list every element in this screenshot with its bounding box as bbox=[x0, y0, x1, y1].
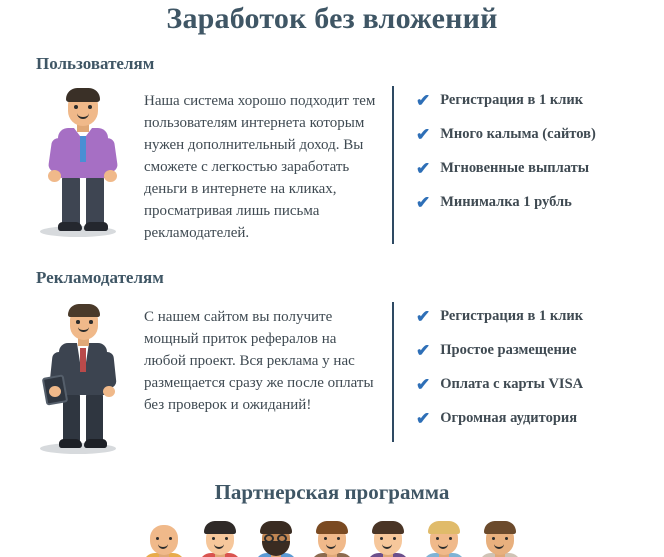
feature-label: Много калыма (сайтов) bbox=[440, 126, 596, 142]
feature-item bbox=[416, 410, 644, 427]
section-users bbox=[0, 86, 664, 244]
advertisers-description-text: С нашем сайтом вы получите мощный приток рефералов на любой проект. Вся реклама у нас размещается сразу же после оплаты без проверок и ожиданий! bbox=[144, 302, 394, 442]
avatar-glasses-man bbox=[253, 521, 299, 557]
avatar-eye-left bbox=[380, 537, 383, 540]
feature-label: Регистрация в 1 клик bbox=[440, 92, 584, 108]
users-description-text: Наша система хорошо подходит тем пользователям интернета которым нужен дополнительный доход. Вы сможете с легкостью заработать деньги в интернете на кликах, просматривая лишь письма рекламодателей. bbox=[144, 86, 394, 244]
avatar-eye-right bbox=[449, 537, 452, 540]
section-advertisers bbox=[0, 302, 664, 452]
avatar-eye-left bbox=[436, 537, 439, 540]
section-title-advertisers: Рекламодателям bbox=[36, 268, 164, 287]
avatar-eye-right bbox=[505, 537, 508, 540]
feature-item bbox=[416, 126, 644, 143]
character-leg-right bbox=[86, 393, 103, 443]
glasses-icon bbox=[264, 534, 274, 543]
character-eye-left bbox=[74, 105, 78, 109]
avatar-brown-hair-man bbox=[309, 521, 355, 557]
feature-item bbox=[416, 308, 644, 325]
feature-label: Регистрация в 1 клик bbox=[440, 308, 584, 324]
character-leg-right bbox=[86, 176, 104, 226]
character-tie bbox=[80, 348, 86, 372]
avatar-long-hair-woman bbox=[365, 521, 411, 557]
character-shoe-right bbox=[84, 439, 107, 448]
character-shoe-left bbox=[58, 222, 82, 231]
advertisers-feature-list bbox=[394, 302, 644, 444]
check-icon: ✔ bbox=[416, 159, 431, 178]
character-shoe-left bbox=[59, 439, 82, 448]
avatar-hair bbox=[260, 521, 292, 534]
character-hand-right bbox=[104, 170, 117, 182]
avatar-striped-shirt-man bbox=[477, 521, 523, 557]
character-hand-left bbox=[49, 386, 61, 397]
feature-label: Мгновенные выплаты bbox=[440, 160, 590, 176]
character-hair bbox=[68, 304, 100, 317]
character-leg-left bbox=[62, 176, 80, 226]
feature-label: Простое размещение bbox=[440, 342, 577, 358]
feature-item bbox=[416, 194, 644, 211]
feature-label: Огромная аудитория bbox=[440, 410, 578, 426]
check-icon: ✔ bbox=[416, 125, 431, 144]
avatar-eye-right bbox=[393, 537, 396, 540]
character-eye-right bbox=[89, 320, 93, 324]
character-hand-left bbox=[48, 170, 61, 182]
avatar-dark-hair-woman bbox=[197, 521, 243, 557]
avatar-blond-man bbox=[421, 521, 467, 557]
partner-program-title: Партнерская программа bbox=[214, 480, 450, 504]
avatar-hair bbox=[428, 521, 460, 534]
character-eye-left bbox=[76, 320, 80, 324]
character-tie bbox=[80, 136, 86, 162]
glasses-icon bbox=[277, 534, 287, 543]
check-icon: ✔ bbox=[416, 307, 431, 326]
check-icon: ✔ bbox=[416, 409, 431, 428]
avatar-eye-left bbox=[324, 537, 327, 540]
character-shoe-right bbox=[84, 222, 108, 231]
section-title-users: Пользователям bbox=[36, 54, 155, 73]
page-title: Заработок без вложений bbox=[166, 2, 498, 35]
feature-label: Минималка 1 рубль bbox=[440, 194, 572, 210]
user-character-illustration bbox=[24, 86, 144, 236]
avatar-eye-left bbox=[212, 537, 215, 540]
avatar-eye-left bbox=[156, 537, 159, 540]
character-eye-right bbox=[88, 105, 92, 109]
check-icon: ✔ bbox=[416, 341, 431, 360]
users-feature-list bbox=[394, 86, 644, 228]
character-hair bbox=[66, 88, 100, 102]
check-icon: ✔ bbox=[416, 193, 431, 212]
avatar-eye-right bbox=[169, 537, 172, 540]
avatar-eye-left bbox=[492, 537, 495, 540]
check-icon: ✔ bbox=[416, 375, 431, 394]
avatar-hair bbox=[204, 521, 236, 534]
avatar-eye-right bbox=[337, 537, 340, 540]
feature-item bbox=[416, 376, 644, 393]
avatar-bald-man bbox=[141, 521, 187, 557]
avatar-eye-right bbox=[225, 537, 228, 540]
feature-item bbox=[416, 160, 644, 177]
feature-label: Оплата с карты VISA bbox=[440, 376, 584, 392]
advertiser-character-illustration bbox=[24, 302, 144, 452]
avatar-head bbox=[150, 525, 178, 555]
avatar-hair bbox=[316, 521, 348, 534]
character-hand-right bbox=[103, 386, 115, 397]
avatar-hair bbox=[372, 521, 404, 534]
feature-item bbox=[416, 342, 644, 359]
check-icon: ✔ bbox=[416, 91, 431, 110]
avatar-row bbox=[0, 505, 664, 557]
feature-item bbox=[416, 92, 644, 109]
avatar-hair bbox=[484, 521, 516, 534]
